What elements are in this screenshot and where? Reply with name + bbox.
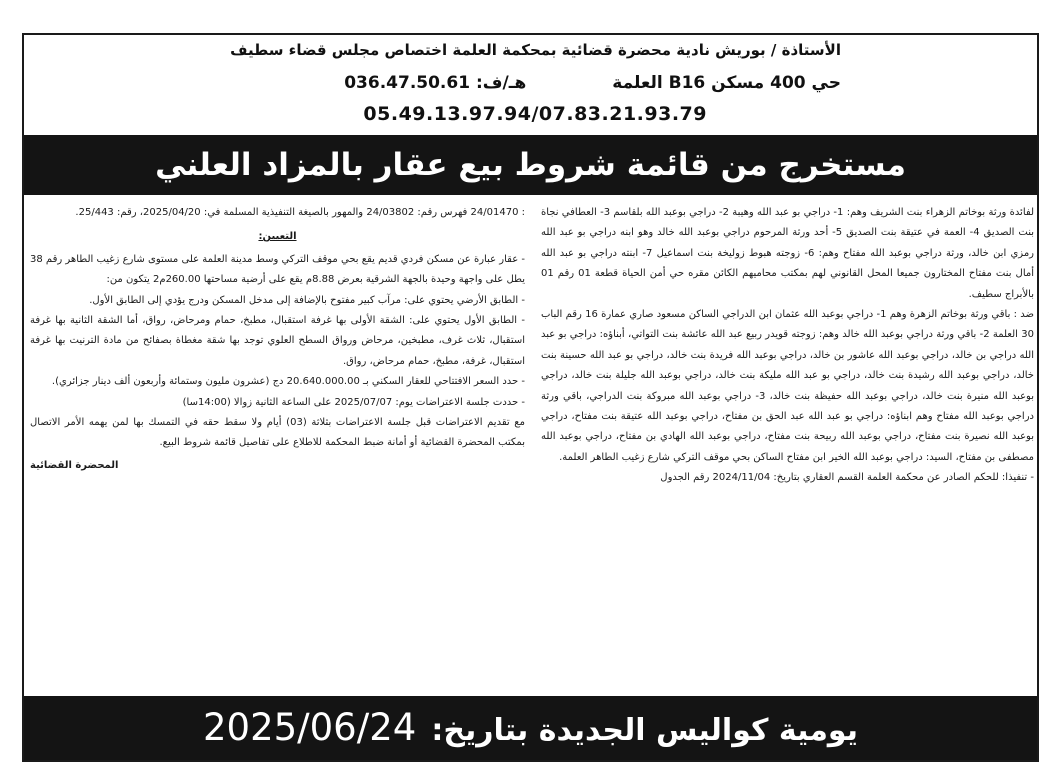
bailiff-signature: المحضرة القضائية	[30, 459, 119, 471]
bailiff-name-line: الأستاذة / بوريش نادية محضرة قضائية بمحكمة العلمة اختصاص مجلس قضاء سطيف	[230, 41, 841, 59]
defendants-paragraph: ضد : باقي ورثة بوخاتم الزهرة وهم 1- دراجي بوعبد الله عثمان ابن الدراجي الساكن مسعود صاري عمارة 16 رقم الباب 30 العلمة 2- باقي ورثة دراجي بوعبد الله خالد وهم: زوجته قويدر ربيع عبد الله عائشة بنت التواتي، أبناؤه: دراجي بو عبد الله دراجي بن خالد، دراجي بوعبد الله عاشور بن خالد، دراجي بوعبد الله فريدة بنت خالد، دراجي بو عبد الله حسينة بنت خالد، دراجي بوعبد الله رشيدة بنت خالد، دراجي بو عبد الله مليكة بنت خالد، دراجي بوعبد الله جليلة بنت خالد، دراجي بوعبد الله منيرة بنت خالد، دراجي بوعبد الله حفيظة بنت خالد، 3- دراجي بوعبد الله مبروكة بنت الدراجي، باقي ورثة دراجي بوعبد الله مفتاح وهم ابناؤه: دراجي بو عبد الله عبد الحق بن مفتاح، دراجي بوعبد الله عتيقة بنت مفتاح، دراجي بوعبد الله نصيرة بنت مفتاح، دراجي بوعبد الله ربيحة بنت مفتاح، دراجي بوعبد الله الهادي بن مفتاح، دراجي بوعبد الله مصطفى بن مفتاح، السيد: دراجي بوعبد الله الخير ابن مفتاح الساكن بحي موقف التركي شارع زغيب الطاهر العلمة.	[541, 309, 1034, 463]
opening-price: - حدد السعر الافتتاحي للعقار السكني بـ 20.640.000.00 دج (عشرون مليون وستمائة وأربعون ألف دينار جزائري).	[51, 376, 525, 388]
objections-notice: مع تقديم الاعتراضات قبل جلسة الاعتراضات بثلاثة (03) أيام ولا سقط حقه في التمسك بها لمن يهمه الأمر الاتصال بمكتب المحضرة القضائية أو أمانة ضبط المحكمة للاطلاع على تفاصيل قائمة شروط البيع.	[30, 417, 525, 449]
claimants-paragraph: لفائدة ورثة بوخاتم الزهراء بنت الشريف وهم: 1- دراجي بو عبد الله وهيبة 2- دراجي بوعبد الله بلقاسم 3- العطافي نجاة بنت الصديق 4- العمة في عتيقة بنت الصديق 5- أحد ورثة المرحوم دراجي بوعبد الله خالد وهو ابنه دراجي بو عبد الله رمزي ابن خالد، ورثة دراجي بوعبد الله مفتاح وهم: 6- زوجته هبوط زوليخة بنت اسماعيل 7- ابنته دراجي بو عبد الله أمال بنت مفتاح المختارون جميعا المحل القانوني لهم بمكتب محاميهم الكائن مقره حي أمن الحياة قطعة 01 رقم 01 بالأبراج سطيف.	[541, 207, 1034, 300]
office-phone	[344, 73, 526, 93]
publication-date: 2025/06/24	[203, 706, 417, 749]
legal-notice	[22, 33, 1039, 762]
publication-footer	[24, 696, 1037, 760]
property-column	[30, 203, 525, 691]
mobile-phones-line: 05.49.13.97.94/07.83.21.93.79	[363, 103, 707, 125]
bailiff-header	[24, 35, 1037, 133]
judgment-reference: : 24/01470 فهرس رقم: 24/03802 والمهور بالصيغة التنفيذية المسلمة في: 2025/04/20، رقم: 25/443.	[75, 207, 525, 218]
notice-title: مستخرج من قائمة شروط بيع عقار بالمزاد العلني	[155, 147, 906, 183]
property-description: - عقار عبارة عن مسكن فردي قديم يقع بحي موقف التركي وسط مدينة العلمة على مستوى شارع زغيب الطاهر رقم 38 يطل على واجهة وحيدة بالجهة الشرقية بعرض 8.88م يقع على أرضية مساحتها 260.00م2 يتكون من:	[30, 253, 525, 286]
office-address: حي 400 مسكن B16 العلمة	[612, 73, 841, 93]
ground-floor-description: - الطابق الأرضي يحتوي على: مرآب كبير مفتوح بالإضافة إلى مدخل المسكن ودرج يؤدي إلى الطابق الأول.	[89, 294, 525, 306]
first-floor-description: - الطابق الأول يحتوي على: الشقة الأولى بها غرفة استقبال، مطبخ، حمام ومرحاض، رواق، أما الشقة الثانية بها غرفة استقبال، ثلاث غرف، مطبخين، مرحاض ورواق السطح العلوي توجد بها شقة مغطاة بصفائح من مادة الترنيت بها غرفة استقبال، غرفة، مطبخ، حمام مرحاض، رواق.	[30, 315, 525, 367]
judgment-paragraph: - تنفيذا: للحكم الصادر عن محكمة العلمة القسم العقاري بتاريخ: 2024/11/04 رقم الجدول	[660, 472, 1034, 484]
newspaper-label: يومية كواليس الجديدة بتاريخ:	[431, 713, 858, 748]
parties-column	[541, 203, 1034, 691]
bailiff-address-line	[344, 73, 841, 93]
objections-session: - حددت جلسة الاعتراضات يوم: 2025/07/07 على الساعة الثانية زوالا (14:00سا)	[182, 396, 525, 408]
designation-heading: التعيين:	[258, 231, 297, 243]
phone-label: هـ/ف:	[475, 73, 527, 93]
title-band	[24, 135, 1037, 195]
phone-number: 036.47.50.61	[344, 73, 471, 93]
